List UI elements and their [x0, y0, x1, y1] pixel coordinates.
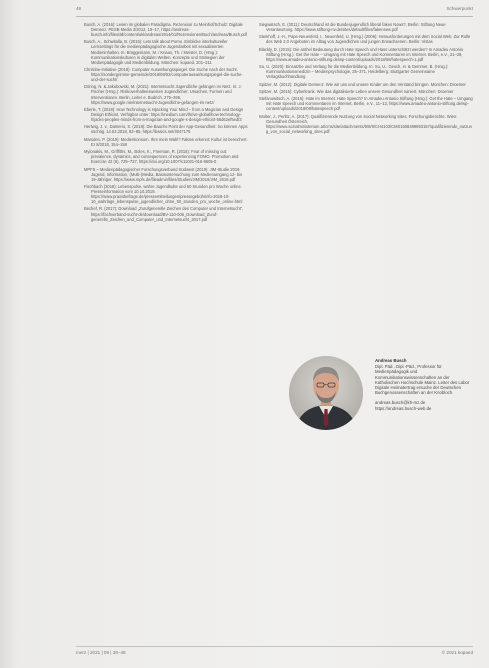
header-rule: [76, 16, 473, 17]
page-header: [76, 6, 473, 16]
reference-entry: Marsden, P. (2019): Medienkonsum. Ihre mein Wahl? Fakten erkennt: Kultur ist bereichert. Er 8/2018, 154–158: [84, 136, 248, 147]
reference-entry: Spitzer, M. (2012): Digitale Demenz. Wie wir uns und unsere Kinder um den Verstand bringen. München: Droemer: [259, 81, 466, 87]
footer-rule: [76, 646, 473, 647]
reference-entry: Spitzer, M. (2015): Cyberkrank. Wie das digitalisierte Leben unsere Gesundheit ruiniert. München: Droemer: [259, 89, 454, 94]
reference-entry: Blackly, D. (2015): Die anthel Bedeutung durch Hate Speech und Hass unterschätzt werden? In Amadeu Antonio Stiftung (Hrsg.): Get the Hate – Umgang mit Hate Speech und Kommentaren im Internet. Berlin, e.V., 21–29, https://www.amadeu-antonio-stiftung.de/wp-content/uploads/2018/08/hatespeech-1.pdf: [259, 46, 464, 62]
reference-entry: Christine-Initiative (2018): Computer Auswirkungsspiegel. Die Suche nach der Sucht. https://sondergrimme-gemeinde/2018/08/02/computerauswirkungspiegel-die-suche-und-der-sucht/: [84, 66, 243, 83]
author-portrait-icon: [289, 356, 363, 430]
reference-entry: Döring, N. & Jakubowski, M. (2021): Internetsucht Jugendliche gefangen im Netz. In: J. Fischer (Hrsg.): Risikoverhaltensweisen Jugendlicher: Ursachen, Formen und Interventionen. Berlin, Leiter e. Budrich, 275–295, https://www.google.me/internetsucht-Jugendliche-gefangen-im-netz/: [84, 84, 242, 105]
reference-entry: Busch, A., Schwitalla, B. (2016): Lets talk about Porno. Einblicke interkultureller Lernsettings für die medienpädagogische Jugendarbeit mit sexualisierten Medieninhalten. In: Brüggemann, M. / Knaus, Th. / Meister, D. (Hrsg.): Kommunikationskulturen in digitalen Welten. Konzepte und Strategien der Medienpädagogik und Medienbildung. München: kopaed, 201–211: [84, 39, 228, 65]
reference-entry: Hertwig, J. v., Damerio, S. (2018): Die Bauchs Point der App-Gesundheit: So können Apps süchtig. 14.02.2018, 83–85, https://basics.net/4047175: [84, 124, 248, 135]
author-description: Dipl. Päd., Dipl.-Päd., Professor für Medienpädagogik und Kommunikationswissenschaften an der Katholischen Hochschule Mainz. Leiter des Labor Digitale Heimatertrag ersuche der Deutschen Buchgenossenschaften an der Knobloch.: [375, 364, 470, 396]
reference-entry: Su, U. (2020): Einsatzbe und Verlang für die Medienbildung. In: Su, U., Gesch, H. & Gemmer, B. (Hrsg.): Kommunikationsmedizin – Medienpsychologie, 25–371, Heidelberg: Stuttgarter Gemeinsame Verlagsbuchhandlung: [259, 64, 449, 80]
page-number: 48: [76, 6, 82, 11]
page-footer: [76, 650, 473, 660]
author-website[interactable]: https://andreas.busch-web.de: [375, 405, 432, 411]
section-title: Schwerpunkt: [446, 6, 473, 11]
reference-entry: Bechef, R. (2017): Download „Zurufgenerelle Zeichen des Computer und Internetsucht“, https://fachverband-sucht-de/download/BV-110-006_Download_Zurufgenerelle_Zeichen_und_Computer_und_Internetsucht_2017.pdf: [84, 206, 244, 222]
reference-entry: Wolter, J., Perlitz, A. (2017): Qualifizierende Nutzung von Social Networking Sites. Forschungsberichte. Wien: Gesundheit Österreich, https://www.sozialministerium.at/cms/site/attachments/0/8/9/CH4103/CMS1508489893157/qualifizierende_nutzung_von_social_networking_sites.pdf: [259, 113, 472, 134]
author-bio: [375, 358, 475, 411]
reference-entry: Mylonakis, M., Griffiths, M., Boles, K., Freeman, R. (2016): Fear of missing out: prevalence, dynamics, and consequences of experiencing FOMO. Promotion and Exercise 42 (5), 725–737, https://doi.org/10.1007/s11031-016-9605-0: [84, 149, 239, 165]
author-email[interactable]: andreas.busch@kh-mz.de: [375, 400, 426, 406]
reference-entry: Fischbach (2018): Lebenspulse, wahre Jugendkulte und 50 Stunden pro Woche online. Presseinformation vom 10.10.2018. https://www.praxisbefrage.de/pressemitteilungen/pressegebührinfo-2018-10-10_wahrlage_lebenspulse_jugendlicher_ohne_50_stunden_pro_woche_online.html: [84, 183, 243, 205]
references-right-column: [259, 22, 473, 136]
author-name: Andreas Busch: [375, 358, 407, 363]
journal-citation: merz | 2021 | 05 | 38–48: [76, 650, 126, 655]
references-left-column: [84, 22, 248, 224]
reference-entry: Stefanowitsch, A. (2015): Hate im Internet. Hate Speech? In Amadeu Antonio Stiftung (Hrsg.): Get the Hate – Umgang mit Hate Speech und Kommentaren im Internet. Berlin, e.V., 11–13, https://www.amadeu-antonio-stiftung.de/wp-content/uploads/2018/08/hatespeech.pdf: [259, 96, 473, 112]
reference-entry: Steinhoff, J.-H., Pape-Neuenfeld, I., Neuenfeld, U. (Hrsg.) (2006): Herausforderungen mit dem Social Web. Zur Rolle des Web 2.0 Angeboten im Alltag von Jugendlichen und jungen Erwachsenen. Berlin: Vistas: [259, 34, 471, 45]
copyright: © 2021 kopaed: [441, 650, 473, 655]
reference-entry: Siegwatsch, E. (2011): Deutschland ist die Bundesjugendlich liberal fakes Nows?, Berlin: Stiftung Neue Verantwortung. https://www.stiftung-nv.de/sites/default/files/fakenews.pdf: [259, 22, 446, 33]
reference-entry: Busch, A. (2016): Lesen im globalen Paradigma. Rezension zu Meinhof/Schulz: Digitale Demenz. PESB Media 3/2012, 15–17, https://andreas-busch.info/files/all/content/ukl/andreas/2014/01/Rezensionen/Buch/andreas/Busch.pdf: [84, 22, 247, 38]
reference-entry: Eberle, T. (2019): How Technology is Hijacking Your Mind – from a Magician and Design Design Ethicist. Verfügbar unter: https://medium.com/thrive-global/how-technology-hijacks-peoples-minds-from-a-magician-and-google-s-design-ethicist-56d62ef5edf3: [84, 106, 244, 122]
reference-entry: MPFS – Medienpädagogischer Forschungsverbund Südwest (2019): JIM-Studie 2019. Jugend, Information, (Multi-)Media. Basisuntersuchung zum Medienumgang 12- bis 19-Jähriger. https://www.mpfs.de/fileadmin/files/Studien/JIM/2019/JIM_2019.pdf: [84, 166, 243, 182]
author-portrait: [289, 356, 363, 430]
